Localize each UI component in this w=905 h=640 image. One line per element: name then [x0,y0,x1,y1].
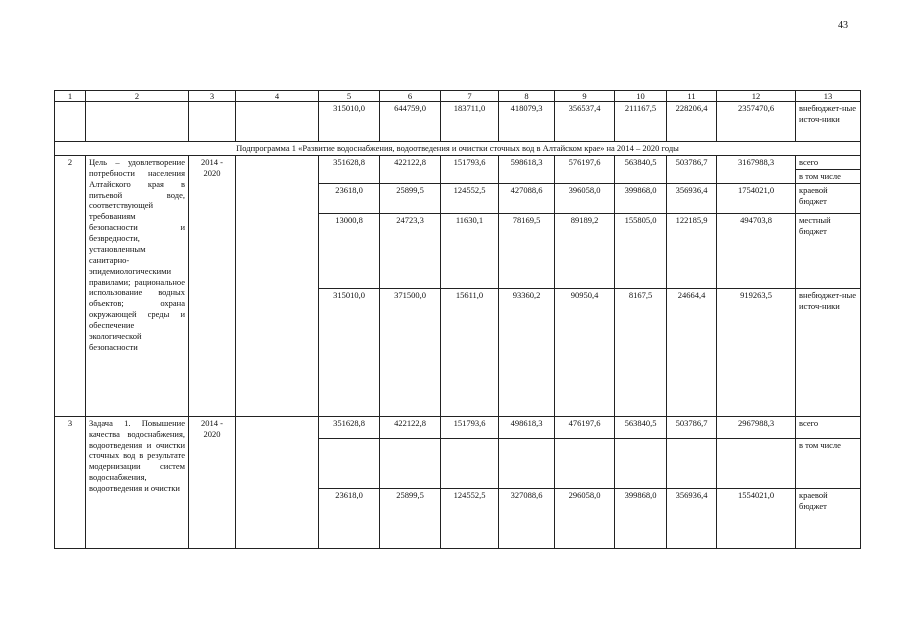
value-cell: 124552,5 [441,488,499,548]
value-cell: 155805,0 [615,213,667,288]
value-cell: 399868,0 [615,183,667,213]
value-cell: 124552,5 [441,183,499,213]
value-cell: 356537,4 [555,102,615,142]
column-number: 4 [236,91,319,102]
column-number: 11 [667,91,717,102]
funding-source: всего [796,155,861,169]
funding-source: краевой бюджет [796,488,861,548]
value-cell: 498618,3 [499,416,555,438]
value-cell: 315010,0 [319,288,380,416]
funding-source: краевой бюджет [796,183,861,213]
value-cell: 1754021,0 [717,183,796,213]
value-cell: 23618,0 [319,488,380,548]
task-total-row [55,416,861,438]
page-number: 43 [838,20,848,31]
value-cell: 23618,0 [319,183,380,213]
column-number: 9 [555,91,615,102]
value-cell: 356936,4 [667,488,717,548]
value-cell: 183711,0 [441,102,499,142]
value-cell: 24664,4 [667,288,717,416]
value-cell: 503786,7 [667,416,717,438]
value-cell: 476197,6 [555,416,615,438]
value-cell: 563840,5 [615,155,667,183]
value-cell: 422122,8 [380,155,441,183]
value-cell: 418079,3 [499,102,555,142]
column-number: 5 [319,91,380,102]
value-cell: 89189,2 [555,213,615,288]
value-cell: 11630,1 [441,213,499,288]
value-cell: 296058,0 [555,488,615,548]
goal-description: Цель – удовлетворение потребности населения Алтайского края в питьевой воде, соответствующей требованиям безопасности и безвредности, установленным санитарно-эпидемиологическими правилами; рациональное использование водных объектов; охрана окружающей среды и обеспечение экологической безопасности [86,155,189,416]
funding-source: в том числе [796,438,861,488]
value-cell: 24723,3 [380,213,441,288]
column-number: 13 [796,91,861,102]
value-cell: 90950,4 [555,288,615,416]
row-number: 3 [55,416,86,548]
value-cell: 351628,8 [319,416,380,438]
column-number: 3 [189,91,236,102]
period: 2014 - 2020 [189,416,236,548]
period: 2014 - 2020 [189,155,236,416]
value-cell: 211167,5 [615,102,667,142]
value-cell: 598618,3 [499,155,555,183]
value-cell: 93360,2 [499,288,555,416]
value-cell: 396058,0 [555,183,615,213]
value-cell: 2357470,6 [717,102,796,142]
funding-source: местный бюджет [796,213,861,288]
funding-source: в том числе [796,169,861,183]
column-number: 10 [615,91,667,102]
value-cell: 8167,5 [615,288,667,416]
value-cell: 351628,8 [319,155,380,183]
value-cell: 422122,8 [380,416,441,438]
column-number: 8 [499,91,555,102]
value-cell: 327088,6 [499,488,555,548]
value-cell: 644759,0 [380,102,441,142]
value-cell: 503786,7 [667,155,717,183]
column-number: 6 [380,91,441,102]
column-number: 12 [717,91,796,102]
value-cell: 151793,6 [441,155,499,183]
value-cell: 371500,0 [380,288,441,416]
value-cell: 78169,5 [499,213,555,288]
value-cell: 315010,0 [319,102,380,142]
value-cell: 576197,6 [555,155,615,183]
value-cell: 356936,4 [667,183,717,213]
column-number: 1 [55,91,86,102]
value-cell: 15611,0 [441,288,499,416]
value-cell: 25899,5 [380,183,441,213]
column-number-row [55,91,861,102]
funding-source: внебюджет-ные источ-ники [796,288,861,416]
value-cell: 919263,5 [717,288,796,416]
value-cell: 228206,4 [667,102,717,142]
budget-table [54,90,861,549]
value-cell: 427088,6 [499,183,555,213]
goal-total-row [55,155,861,169]
value-cell: 399868,0 [615,488,667,548]
value-cell: 1554021,0 [717,488,796,548]
extrabudget-summary-row [55,102,861,142]
value-cell: 494703,8 [717,213,796,288]
column-number: 2 [86,91,189,102]
row-number: 2 [55,155,86,416]
subprogram-title: Подпрограмма 1 «Развитие водоснабжения, водоотведения и очистки сточных вод в Алтайском крае» на 2014 – 2020 годы [55,142,861,156]
value-cell: 13000,8 [319,213,380,288]
task-description: Задача 1. Повышение качества водоснабжения, водоотведения и очистки сточных вод в результате модернизации систем водоснабжения, водоотведения и очистки [86,416,189,548]
funding-source: всего [796,416,861,438]
value-cell: 3167988,3 [717,155,796,183]
value-cell: 25899,5 [380,488,441,548]
subprogram-row [55,142,861,156]
column-number: 7 [441,91,499,102]
value-cell: 563840,5 [615,416,667,438]
funding-source: внебюджет-ные источ-ники [796,102,861,142]
value-cell: 2967988,3 [717,416,796,438]
value-cell: 151793,6 [441,416,499,438]
value-cell: 122185,9 [667,213,717,288]
